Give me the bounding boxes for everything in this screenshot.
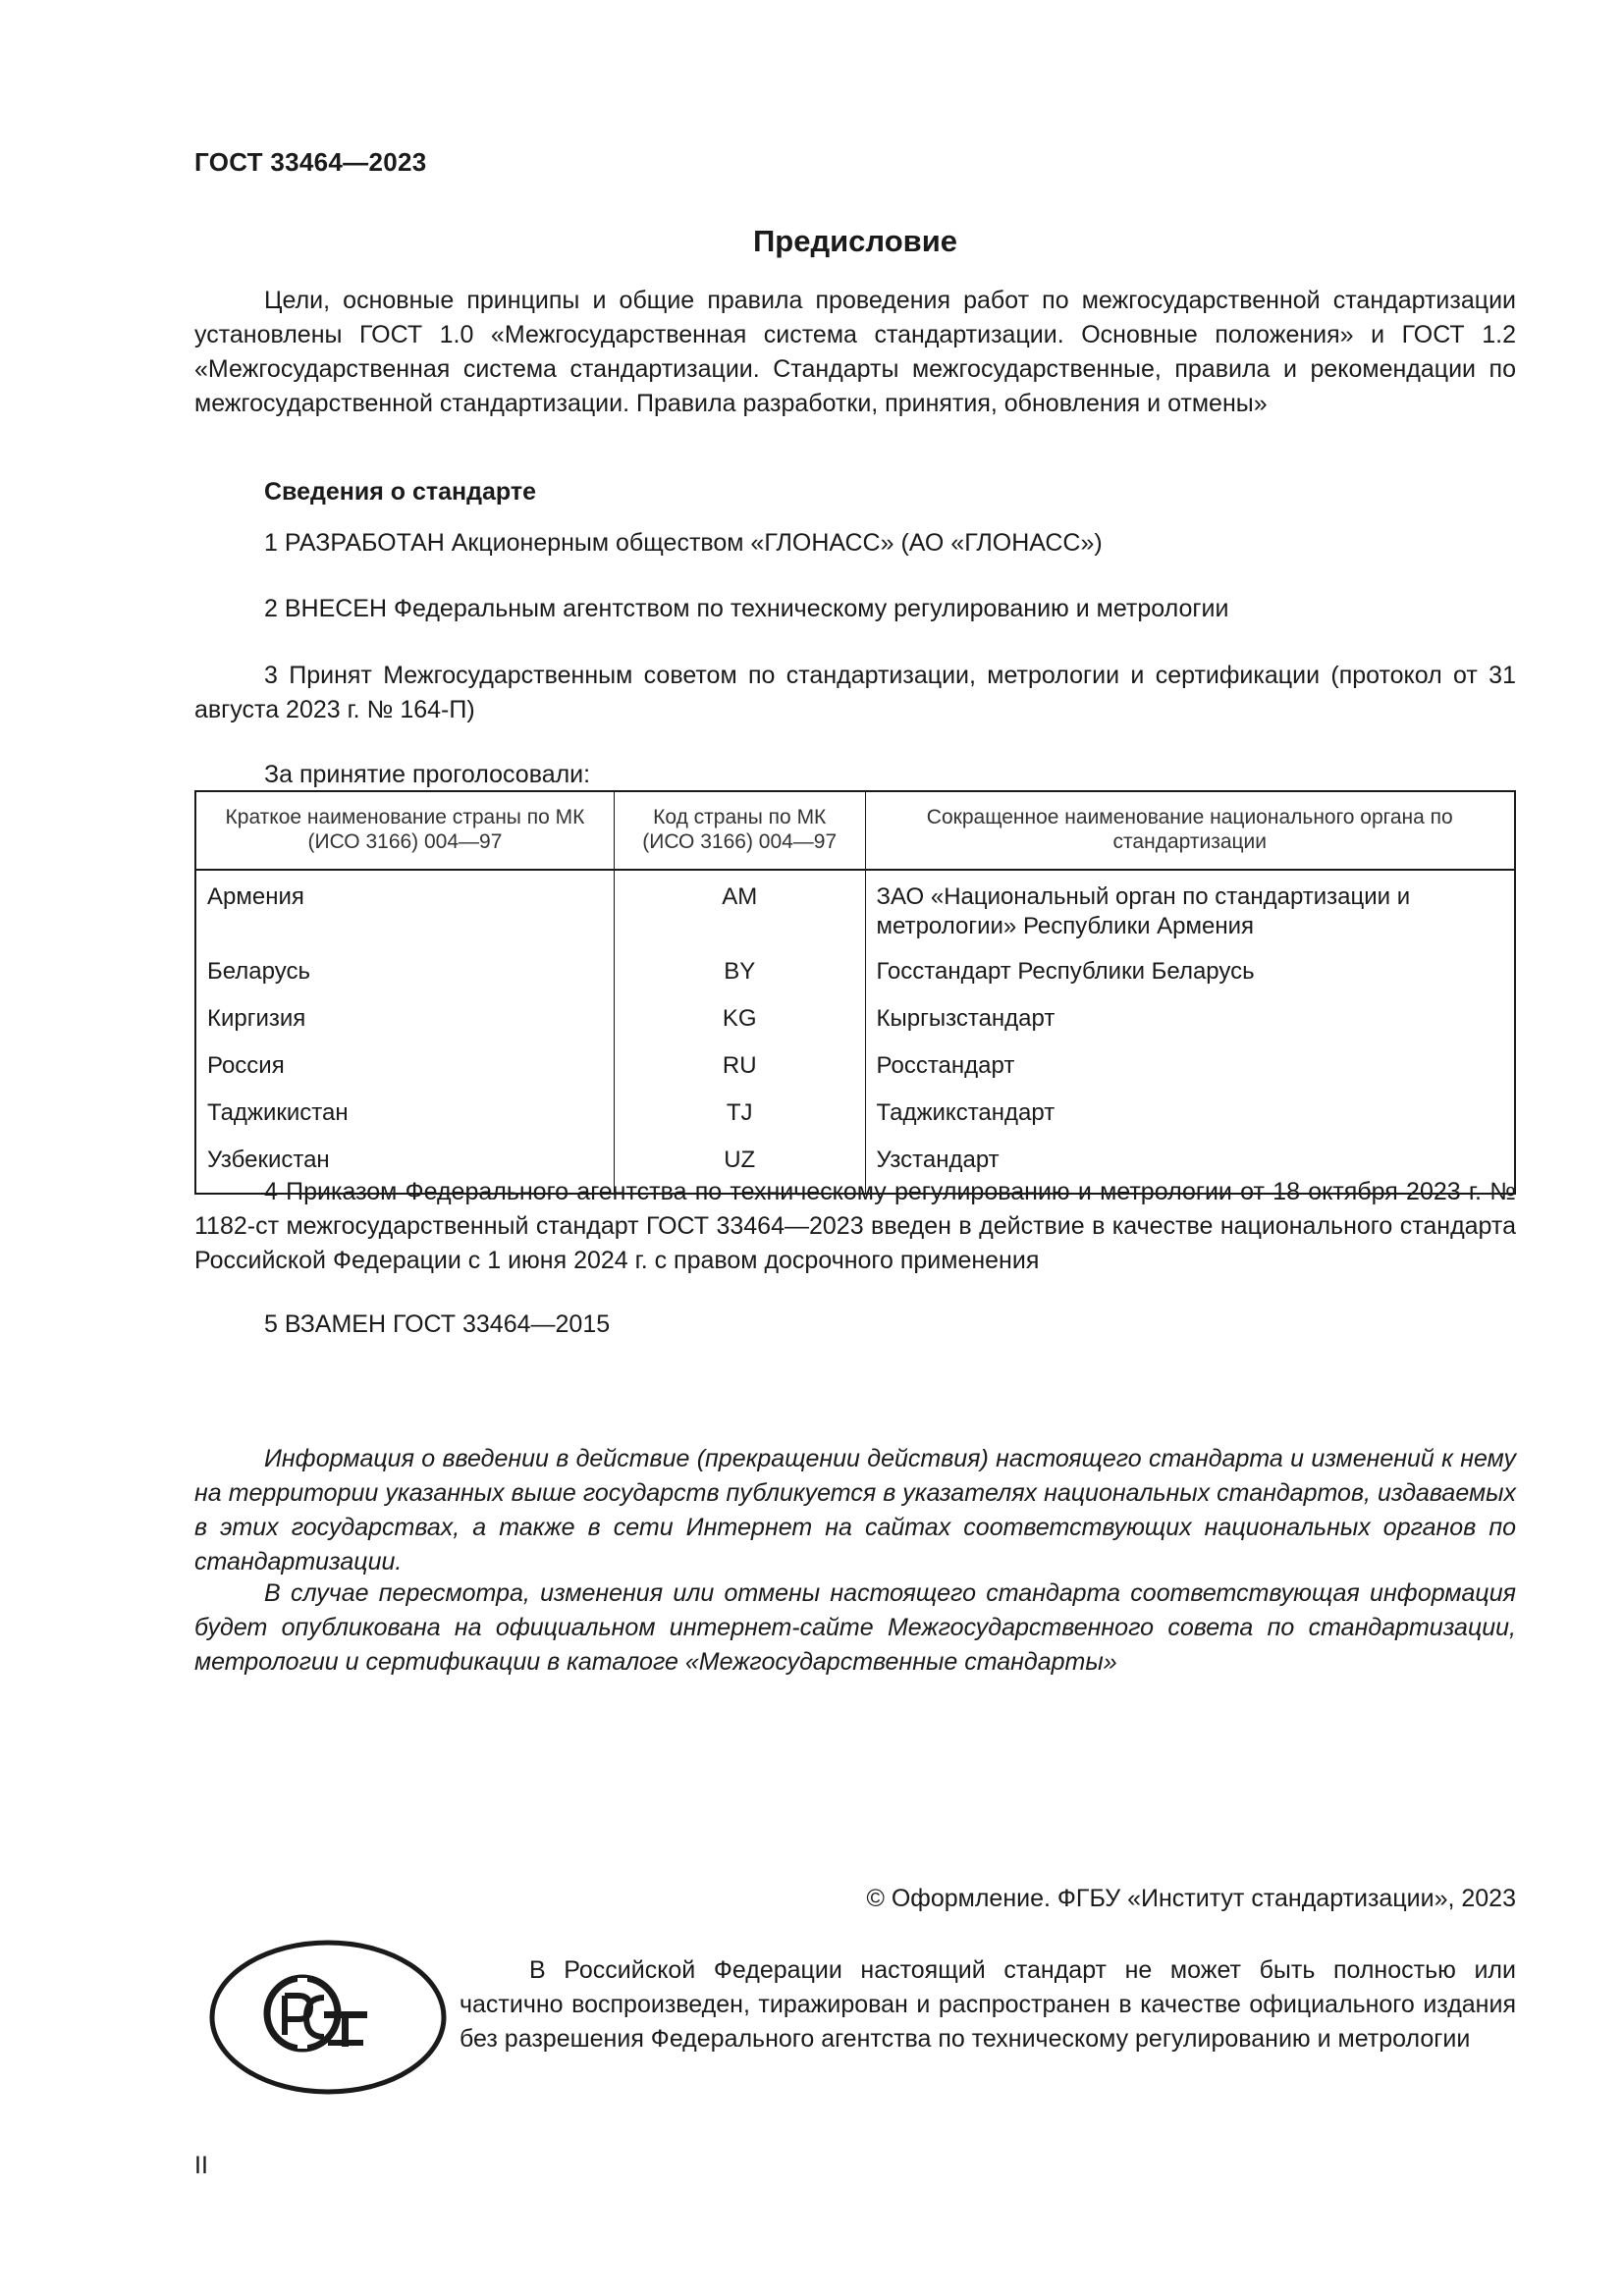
page-title: Предисловие <box>752 224 957 258</box>
body-cell: Кыргызстандарт <box>876 1005 1056 1032</box>
country-cell: Таджикистан <box>195 1093 614 1140</box>
notice-revision: В случае пересмотра, изменения или отмены настоящего стандарта соответствующая информация будет опубликована на официальном интернет-сайте Межгосударственного совета по стандартизации, метрологии и сертификации в каталоге «Межгосударственные стандарты» <box>194 1579 1516 1676</box>
page-number: II <box>194 2152 208 2179</box>
body-cell: Госстандарт Республики Беларусь <box>876 958 1255 985</box>
code-cell: KG <box>614 998 865 1045</box>
country-cell: Россия <box>195 1045 614 1093</box>
body-cell: Узстандарт <box>876 1147 1000 1173</box>
country-cell: Узбекистан <box>195 1140 614 1194</box>
intro-paragraph: Цели, основные принципы и общие правила проведения работ по межгосударственной стандартизации установлены ГОСТ 1.0 «Межгосударственная система стандартизации. Основные положения» и ГОСТ 1.2 «Межгосударственная система стандартизации. Стандарты межгосударственные, правила и рекомендации по межгосударственной стандартизации. Правила разработки, принятия, обновления и отмены» <box>194 287 1516 417</box>
code-cell: BY <box>614 951 865 998</box>
table-row <box>195 1045 1515 1093</box>
item-adopted: 3 Принят Межгосударственным советом по стандартизации, метрологии и сертификации (протокол от 31 августа 2023 г. № 164-П) <box>194 662 1516 723</box>
country-cell: Армения <box>195 870 614 951</box>
table-header-body: Сокращенное наименование национального органа по стандартизации <box>865 791 1515 870</box>
rst-conformity-logo-icon <box>208 1939 448 2096</box>
body-cell: Таджикстандарт <box>876 1099 1056 1126</box>
notice-introduction: Информация о введении в действие (прекращении действия) настоящего стандарта и изменений к нему на территории указанных выше государств публикуется в указателях национальных стандартов, издаваемых в этих государствах, а также в сети Интернет на сайтах соответствующих национальных органов по стандартизации. <box>194 1445 1516 1575</box>
section-subheading: Сведения о стандарте <box>264 478 537 506</box>
body-cell: Росстандарт <box>876 1052 1015 1079</box>
code-cell: AM <box>614 870 865 951</box>
item-replaces: 5 ВЗАМЕН ГОСТ 33464—2015 <box>264 1310 611 1338</box>
voted-label: За принятие проголосовали: <box>264 761 591 788</box>
code-cell: RU <box>614 1045 865 1093</box>
table-row <box>195 951 1515 998</box>
voting-table <box>194 790 1516 1195</box>
code-cell: UZ <box>614 1140 865 1194</box>
document-code-header: ГОСТ 33464—2023 <box>194 147 427 177</box>
table-header-country: Краткое наименование страны по МК (ИСО 3166) 004—97 <box>195 791 614 870</box>
table-row <box>195 870 1515 951</box>
item-order: 4 Приказом Федерального агентства по техническому регулированию и метрологии от 18 октября 2023 г. № 1182-ст межгосударственный стандарт ГОСТ 33464—2023 введен в действие в качестве национального стандарта Российской Федерации с 1 июня 2024 г. с правом досрочного применения <box>194 1178 1516 1274</box>
legal-notice: В Российской Федерации настоящий стандарт не может быть полностью или частично воспроизведен, тиражирован и распространен в качестве официального издания без разрешения Федерального агентства по техническому регулированию и метрологии <box>460 1956 1516 2053</box>
table-header-code: Код страны по МК (ИСО 3166) 004—97 <box>614 791 865 870</box>
copyright-line: © Оформление. ФГБУ «Институт стандартизации», 2023 <box>866 1885 1516 1912</box>
country-cell: Беларусь <box>195 951 614 998</box>
country-cell: Киргизия <box>195 998 614 1045</box>
item-introduced: 2 ВНЕСЕН Федеральным агентством по техническому регулированию и метрологии <box>264 595 1229 622</box>
table-row <box>195 998 1515 1045</box>
table-row <box>195 1093 1515 1140</box>
body-cell: ЗАО «Национальный орган по стандартизации и метрологии» Республики Армения <box>876 883 1411 939</box>
item-developed: 1 РАЗРАБОТАН Акционерным обществом «ГЛОНАСС» (АО «ГЛОНАСС») <box>264 529 1103 557</box>
table-header-row <box>195 791 1515 870</box>
code-cell: TJ <box>614 1093 865 1140</box>
